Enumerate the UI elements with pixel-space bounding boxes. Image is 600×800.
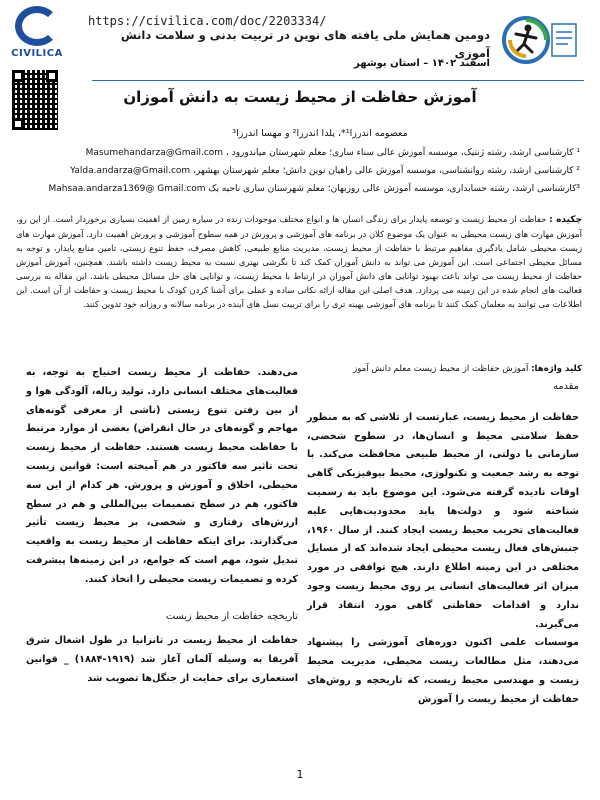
keywords-text: آموزش حفاظت از محیط زیست معلم دانش آموز (353, 364, 529, 374)
left-paragraph-2: حفاظت از محیط زیست در تانزانیا در طول اشغال شرق آفریقا به وسیله آلمان آغاز شد (۱۹۱۹-۱۸۸۴) _ قوانین استعماری برای حمایت از جنگل‌ها تصویب شد (26, 635, 298, 684)
abstract-text: حفاظت از محیط زیست و توسعه پایدار برای زندگی انسان ها و انواع مختلف موجودات زنده در سیاره زمین از اهمیت بسیاری برخوردار است. از این رو، آموزش مهارت های زیست محیطی به عنوان یک موضوع کلان در برنامه های آموزشی و پرورش در همه سطوح آموزشی و پرورش اهمیت دارد. آموزش مهارت های زیست محیطی شامل یادگیری مفاهیم مرتبط با حفاظت از محیط زیست، مدیریت منابع طبیعی، کاهش مصرف، حفظ تنوع زیستی، تامین منابع پایدار، و توجه به مسائل محیطی اجتماعی است. این آموزش می تواند به دانش آموزان کمک کند تا نگرشی بهتری نسبت به محیط زیست داشته باشند. همچنین، آموزش آموزش حفاظت از محیط زیست می تواند باعث بهبود توانایی های دانش آموزان در ارتباط با محیط زیست، و توانایی های حل مسائل محیطی باشد. این مقاله به بررسی فعالیت های انجام شده در این زمینه می پردازد. هدف اصلی این مقاله ارائه نکاتی ساده و عملی برای آشنا کردن کودک با محیط زیست و حفاظت از آن است. این اطلاعات می توانند به معلمان کمک کنند تا برنامه های آموزشی بهینه تری را برای تربیت نسل های آینده در برنامه سالانه و روزانه خود تدوین کنند. (16, 214, 582, 309)
conference-date: اسفند ۱۴۰۲ – استان بوشهر (354, 58, 490, 69)
civilica-logo (6, 6, 68, 68)
qr-code-icon (12, 70, 58, 130)
paper-title: آموزش حفاظت از محیط زیست به دانش آموزان (123, 88, 477, 106)
introduction-heading: مقدمه (553, 381, 579, 392)
page-number: 1 (296, 768, 304, 781)
abstract (16, 212, 582, 311)
header-divider (92, 80, 584, 81)
document-url[interactable]: https://civilica.com/doc/2203334/ (88, 14, 327, 28)
conference-emblem-icon (502, 14, 580, 66)
left-column (26, 364, 298, 689)
right-column (307, 378, 579, 710)
paper-authors: معصومه اندرزا¹*، یلدا اندرزا² و مهسا اندرزا³ (232, 128, 408, 139)
civilica-logo-icon (15, 6, 59, 46)
history-heading: تاریخچه حفاظت از محیط زیست (165, 610, 298, 622)
affiliation-1: ¹ کارشناسی ارشد، رشته ژنتیک، موسسه آموزش عالی سناء ساری؛ معلم شهرستان میاندورود ، Masumehandarza@Gmail.com (85, 148, 580, 158)
affiliation-2: ² کارشناسی ارشد، رشته روانشناسی، موسسه آموزش عالی راهیان نوین دانش؛ معلم شهرستان بهشهر، Yalda.andarza@Gmail.com (70, 166, 580, 176)
introduction-paragraph-1: حفاظت از محیط زیست، عبارتست از تلاشی که به منظور حفظ سلامتی محیط و انسان‌ها، در سطوح شخصی، سازمانی یا دولتی، از محیط طبیعی محافظت می‌کند. با توجه به رشد جمعیت و تکنولوژی، محیط بیوفیزیکی گاهی اوقات نادیده گرفته می‌شود. این موضوع باید به رسمیت شناخته شود و دولت‌ها باید محدودیت‌هایی علیه فعالیت‌های تخریب محیط زیست ایجاد کنند. از سال ۱۹۶۰، جنبش‌های فعال زیست محیطی ایجاد شده‌اند که از مسایل مختلفی در این زمینه اطلاع دارند. هیچ توافقی در مورد میزان اثر فعالیت‌های انسانی بر روی محیط زیست وجود ندارد و اقدامات حفاظتی گاهی مورد انتقاد قرار می‌گیرند. (307, 411, 579, 630)
affiliation-3: ³کارشناسی ارشد، رشته حسابداری، موسسه آموزش عالی روزبهان؛ معلم شهرستان ساری ناحیه یک Mahsaa.andarza1369@ Gmail.com (48, 184, 580, 194)
conference-title: دومین همایش ملی یافته های نوین در تربیت بدنی و سلامت دانش آموزی (120, 28, 490, 60)
introduction-paragraph-2: موسسات علمی اکنون دوره‌های آموزشی را پیشنهاد می‌دهند، مثل مطالعات زیست محیطی، مدیریت محیط زیست و مهندسی محیط زیست، که تاریخچه و روش‌های حفاظت از محیط زیست را آموزش (307, 637, 579, 705)
civilica-logo-text: CIVILICA (11, 48, 63, 59)
left-paragraph-1: می‌دهند. حفاظت از محیط زیست احتیاج به توجه، به فعالیت‌های مختلف انسانی دارد. تولید زباله، آلودگی هوا و از بین رفتن تنوع زیستی (ناشی از معرفی گونه‌های مهاجم و گونه‌های در حال انقراض) بعضی از موارد مرتبط با حفاظت محیط زیست هستند. حفاظت از محیط زیست تحت تاثیر سه فاکتور در هم آمیخته است: قوانین زیست محیطی، اخلاق و آموزش و پرورش. هر کدام از این سه فاکتور، هم در سطح تصمیمات بین‌المللی و هم در سطح ارزش‌های رفتاری و شخصی، بر محیط زیست تأثیر می‌گذارند. برای اینکه حفاظت از محیط زیست به واقعیت تبدیل شود، مهم است که جوامع، در این زمینه‌ها پیشرفت کرده و تصمیمات زیست محیطی را اتخاذ کنند. (26, 367, 298, 585)
keywords-label: کلید واژه‌ها: (531, 364, 582, 374)
abstract-label: چکیده : (549, 215, 582, 225)
